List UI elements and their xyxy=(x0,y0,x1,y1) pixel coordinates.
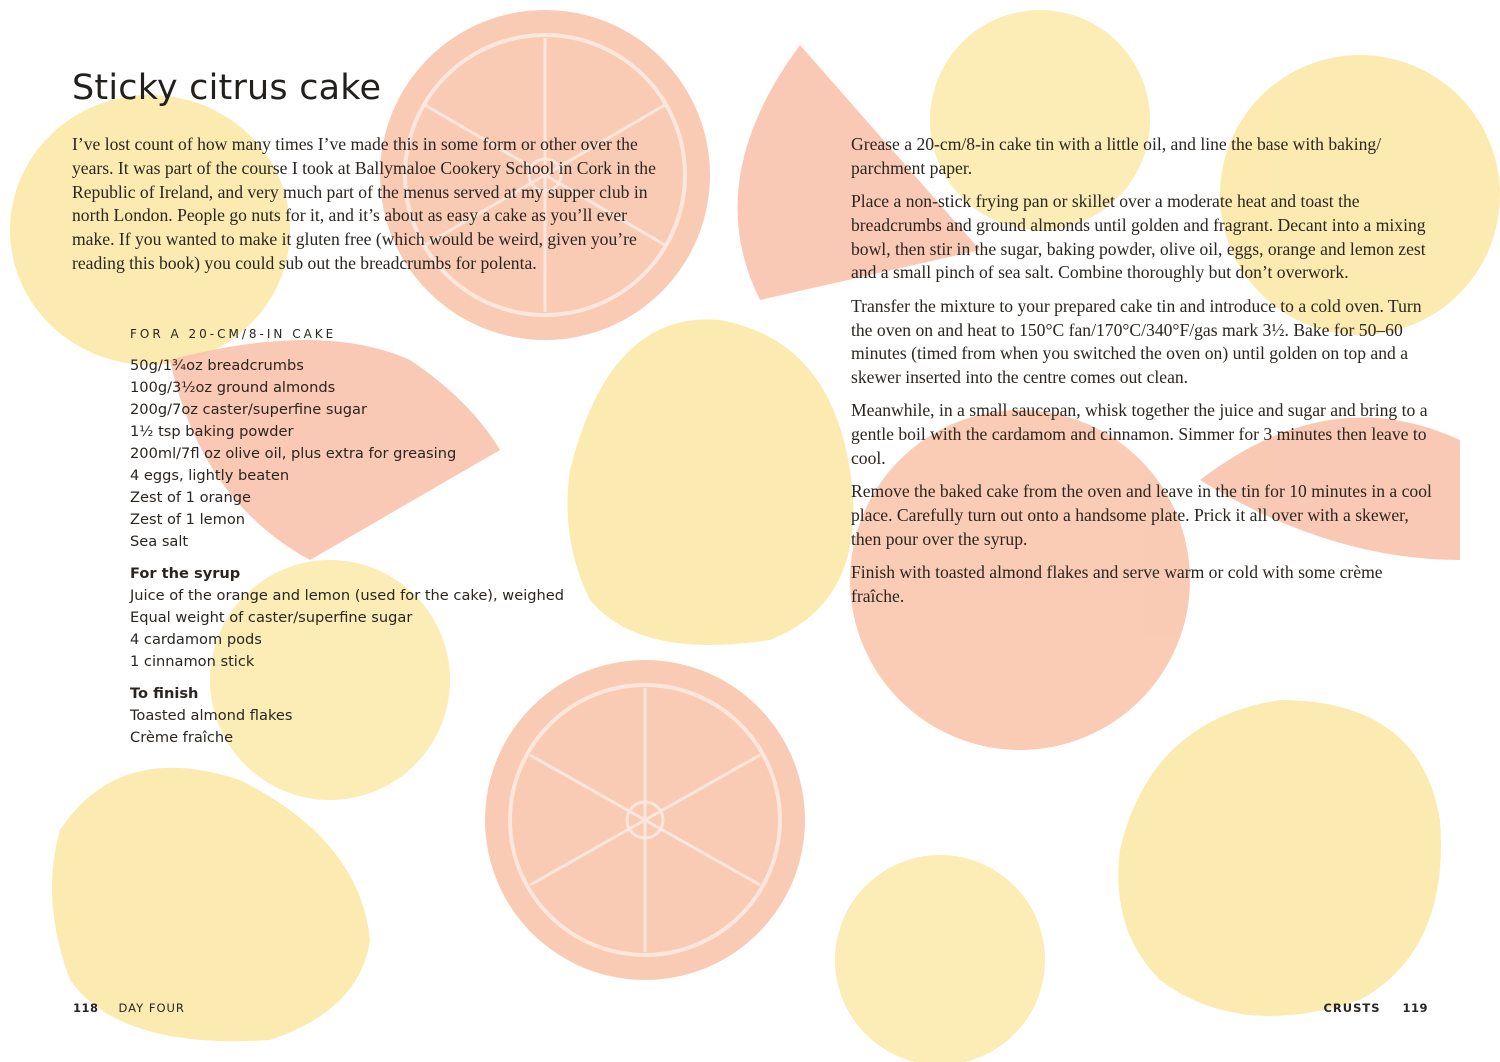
lemon-half-icon xyxy=(1118,700,1441,1016)
page-number-left: 118 xyxy=(73,1001,99,1015)
list-item: 4 cardamom pods xyxy=(130,631,262,648)
method-section xyxy=(851,133,1436,618)
finish-list xyxy=(130,705,600,749)
method-step: Meanwhile, in a small saucepan, whisk together the juice and sugar and bring to a gentle boil with the cardamom and cinnamon. Simmer for 3 minutes then leave to cool. xyxy=(851,400,1428,469)
footer-left xyxy=(73,1001,185,1015)
list-item: Zest of 1 orange xyxy=(130,489,251,506)
list-item: Juice of the orange and lemon (used for the cake), weighed xyxy=(130,587,564,604)
ingredients-heading: FOR A 20-CM/8-IN CAKE xyxy=(130,327,337,341)
method-step: Transfer the mixture to your prepared cake tin and introduce to a cold oven. Turn the oven on and heat to 150°C fan/170°C/340°F/gas mark 3½. Bake for 50–60 minutes (timed from when you switched the oven on) until golden on top and a skewer inserted into the centre comes out clean. xyxy=(851,295,1422,388)
list-item: 200g/7oz caster/superfine sugar xyxy=(130,401,367,418)
list-item: Toasted almond flakes xyxy=(130,707,293,724)
intro-paragraph: I’ve lost count of how many times I’ve made this in some form or other over the years. It was part of the course I took at Ballymaloe Cookery School in Cork in the Republic of Ireland, and very much part of the menus served at my supper club in north London. People go nuts for it, and it’s about as easy a cake as you’ll ever make. If you wanted to make it gluten free (which would be weird, given you’re reading this book) you could sub out the breadcrumbs for polenta. xyxy=(72,134,656,273)
list-item: 4 eggs, lightly beaten xyxy=(130,467,290,484)
page-number-right: 119 xyxy=(1402,1001,1428,1015)
method-step: Place a non-stick frying pan or skillet over a moderate heat and toast the breadcrumbs and ground almonds until golden and fragrant. Decant into a mixing bowl, then stir in the sugar, baking powder, olive oil, eggs, orange and lemon zest and a small pinch of sea salt. Combine thoroughly but don’t overwork. xyxy=(851,191,1426,283)
ingredients-list xyxy=(130,355,600,553)
list-item: 1½ tsp baking powder xyxy=(130,423,294,440)
lemon-half-icon xyxy=(568,319,854,645)
method-step: Grease a 20-cm/8-in cake tin with a little oil, and line the base with baking/ parchment paper. xyxy=(851,134,1382,178)
list-item: Sea salt xyxy=(130,533,189,550)
list-item: Zest of 1 lemon xyxy=(130,511,245,528)
footer-right xyxy=(1323,1001,1428,1015)
lemon-slice-icon xyxy=(835,855,1045,1062)
syrup-list xyxy=(130,585,600,673)
list-item: 1 cinnamon stick xyxy=(130,653,255,670)
list-item: 50g/1¾oz breadcrumbs xyxy=(130,357,304,374)
method-step: Remove the baked cake from the oven and leave in the tin for 10 minutes in a cool place. Carefully turn out onto a handsome plate. Prick it all over with a skewer, then pour over the syrup. xyxy=(851,481,1432,549)
method-step: Finish with toasted almond flakes and serve warm or cold with some crème fraîche. xyxy=(851,562,1383,607)
section-label-right: CRUSTS xyxy=(1323,1001,1381,1015)
list-item: 100g/3½oz ground almonds xyxy=(130,379,336,396)
syrup-heading: For the syrup xyxy=(130,565,241,582)
list-item: Equal weight of caster/superfine sugar xyxy=(130,609,413,626)
finish-heading: To finish xyxy=(130,685,199,702)
page-title: Sticky citrus cake xyxy=(72,68,382,108)
list-item: Crème fraîche xyxy=(130,729,234,746)
section-label-left: DAY FOUR xyxy=(118,1001,185,1015)
ingredients-section xyxy=(130,325,600,749)
list-item: 200ml/7fl oz olive oil, plus extra for greasing xyxy=(130,445,457,462)
